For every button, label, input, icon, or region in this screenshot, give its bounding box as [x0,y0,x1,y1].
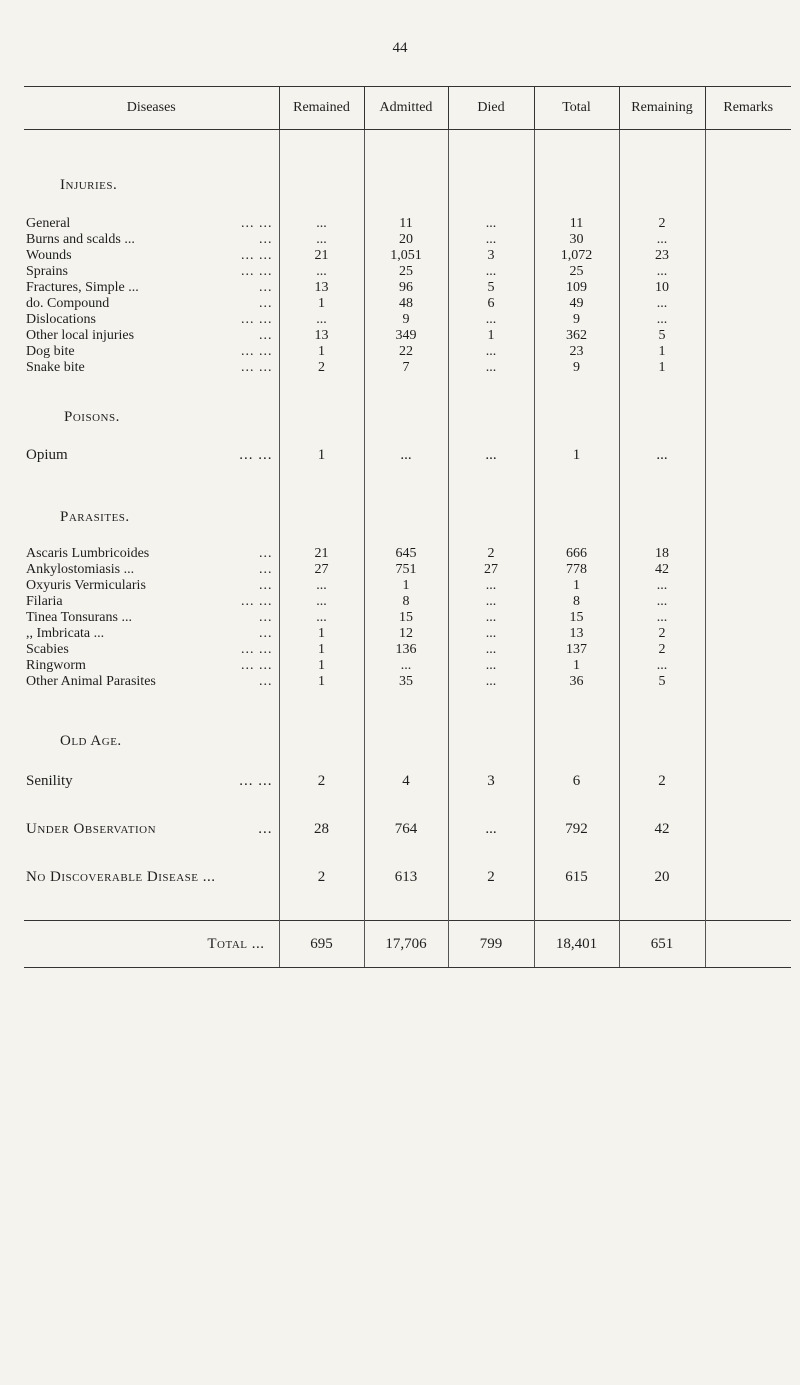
total-cell: 778 [534,562,619,578]
table-row [24,344,791,360]
disease-name-cell [24,312,279,328]
remaining-cell: 2 [619,770,705,792]
remained-cell: 1 [279,344,364,360]
leader-dots: ... [259,674,273,689]
total-cell: 8 [534,594,619,610]
died-cell: ... [448,232,534,248]
col-header-died: Died [448,87,534,130]
remained-cell: ... [279,264,364,280]
remaining-cell: 10 [619,280,705,296]
remarks-cell [705,866,791,888]
total-total-cell: 18,401 [534,921,619,968]
table-row [24,360,791,376]
remained-cell: 13 [279,280,364,296]
admitted-cell: 22 [364,344,448,360]
remained-cell: ... [279,216,364,232]
died-cell: 2 [448,866,534,888]
disease-name-cell [24,658,279,674]
total-label: Total ... [24,921,279,968]
admitted-cell: 12 [364,626,448,642]
section-title-row [24,506,791,528]
total-cell: 362 [534,328,619,344]
disease-name: Other Animal Parasites [26,674,156,689]
remained-cell: 1 [279,642,364,658]
remained-cell: ... [279,312,364,328]
table-row [24,232,791,248]
disease-name-cell [24,642,279,658]
spacer-row [24,528,791,546]
leader-dots: ... ... [241,642,273,657]
admitted-cell: 4 [364,770,448,792]
leader-dots: ... ... [239,447,273,463]
leader-dots: ... ... [239,773,273,789]
total-cell: 666 [534,546,619,562]
disease-name: Oxyuris Vermicularis [26,578,146,593]
table-row [24,312,791,328]
remained-cell: ... [279,232,364,248]
remained-cell: 2 [279,360,364,376]
leader-dots: ... [259,280,273,295]
table-row [24,642,791,658]
remained-cell: 28 [279,818,364,840]
disease-name: Senility [26,773,73,789]
remaining-cell: ... [619,578,705,594]
died-cell: ... [448,312,534,328]
remarks-cell [705,296,791,312]
admitted-cell: 7 [364,360,448,376]
died-cell: ... [448,642,534,658]
disease-name: Ascaris Lumbricoides [26,546,150,561]
leader-dots: ... [258,821,273,837]
col-header-total: Total [534,87,619,130]
admitted-cell: 48 [364,296,448,312]
section-title: Poisons. [64,409,120,425]
remained-cell: 1 [279,658,364,674]
died-cell: 1 [448,328,534,344]
spacer-row [24,196,791,216]
section-title: Injuries. [60,177,118,193]
spacer-row [24,376,791,406]
section-injuries [24,174,791,196]
disease-name: Tinea Tonsurans ... [26,610,132,625]
remarks-cell [705,770,791,792]
remaining-cell: ... [619,658,705,674]
disease-name: Under Observation [26,821,157,837]
disease-name: General [26,216,71,231]
table-row [24,674,791,690]
total-cell: 9 [534,312,619,328]
remarks-cell [705,248,791,264]
leader-dots: ... [259,328,273,343]
remained-cell: 1 [279,674,364,690]
disease-name: Filaria [26,594,63,609]
admitted-cell: ... [364,444,448,466]
total-cell: 1 [534,658,619,674]
disease-name-cell [24,264,279,280]
col-header-admitted: Admitted [364,87,448,130]
remaining-cell: 1 [619,344,705,360]
remarks-cell [705,578,791,594]
remaining-cell: 5 [619,674,705,690]
total-cell: 1,072 [534,248,619,264]
remarks-cell [705,658,791,674]
admitted-cell: 8 [364,594,448,610]
admitted-cell: 136 [364,642,448,658]
total-remaining-cell: 651 [619,921,705,968]
leader-dots: ... ... [241,312,273,327]
remarks-cell [705,280,791,296]
remaining-cell: 42 [619,562,705,578]
total-cell: 25 [534,264,619,280]
leader-dots: ... ... [241,344,273,359]
died-cell: ... [448,674,534,690]
died-cell: ... [448,360,534,376]
disease-name-cell [24,578,279,594]
table-row [24,610,791,626]
died-cell: ... [448,444,534,466]
disease-name-cell [24,546,279,562]
disease-name-cell [24,360,279,376]
remained-cell: 2 [279,770,364,792]
remaining-cell: ... [619,232,705,248]
remaining-cell: 2 [619,626,705,642]
remaining-cell: 5 [619,328,705,344]
remarks-cell [705,216,791,232]
admitted-cell: 15 [364,610,448,626]
admitted-cell: 9 [364,312,448,328]
disease-name-cell [24,866,279,888]
leader-dots: ... [259,562,273,577]
remained-cell: 1 [279,626,364,642]
remained-cell: ... [279,594,364,610]
total-cell: 23 [534,344,619,360]
total-remarks-cell [705,921,791,968]
total-cell: 792 [534,818,619,840]
disease-name-cell [24,296,279,312]
remaining-cell: 18 [619,546,705,562]
remaining-cell: ... [619,312,705,328]
table-row [24,818,791,840]
remaining-cell: 2 [619,642,705,658]
spacer-row [24,888,791,921]
total-cell: 11 [534,216,619,232]
remarks-cell [705,626,791,642]
died-cell: ... [448,658,534,674]
remaining-cell: 2 [619,216,705,232]
disease-name-cell [24,610,279,626]
total-cell: 1 [534,578,619,594]
died-cell: ... [448,344,534,360]
disease-name: Burns and scalds ... [26,232,135,247]
leader-dots: ... [259,232,273,247]
spacer-row [24,752,791,770]
disease-name-cell [24,674,279,690]
admitted-cell: 349 [364,328,448,344]
total-admitted-cell: 17,706 [364,921,448,968]
total-row [24,921,791,968]
table-row [24,280,791,296]
leader-dots: ... ... [241,594,273,609]
total-cell: 13 [534,626,619,642]
admitted-cell: 96 [364,280,448,296]
disease-name: Fractures, Simple ... [26,280,139,295]
table-row [24,770,791,792]
leader-dots: ... ... [241,360,273,375]
leader-dots: ... [259,546,273,561]
spacer-row [24,792,791,818]
total-cell: 615 [534,866,619,888]
disease-name: do. Compound [26,296,110,311]
disease-name: No Discoverable Disease ... [26,869,216,885]
remarks-cell [705,674,791,690]
table-row [24,264,791,280]
remaining-cell: ... [619,610,705,626]
leader-dots: ... ... [241,248,273,263]
section-title-row [24,406,791,428]
total-cell: 9 [534,360,619,376]
col-header-remaining: Remaining [619,87,705,130]
died-cell: ... [448,626,534,642]
spacer-row [24,840,791,866]
remained-cell: 27 [279,562,364,578]
remarks-cell [705,594,791,610]
table-row [24,328,791,344]
remained-cell: 2 [279,866,364,888]
disease-name: Wounds [26,248,72,263]
remarks-cell [705,818,791,840]
table-row [24,658,791,674]
remained-cell: ... [279,578,364,594]
admitted-cell: 20 [364,232,448,248]
remained-cell: 1 [279,296,364,312]
remarks-cell [705,562,791,578]
disease-name-cell [24,280,279,296]
remarks-cell [705,642,791,658]
table-row [24,594,791,610]
admitted-cell: 645 [364,546,448,562]
leader-dots: ... [259,626,273,641]
disease-name-cell [24,770,279,792]
section-title: Old Age. [60,733,122,749]
remarks-cell [705,328,791,344]
table-row [24,626,791,642]
died-cell: 2 [448,546,534,562]
total-cell: 109 [534,280,619,296]
col-header-diseases: Diseases [24,87,279,130]
table-row [24,296,791,312]
remarks-cell [705,344,791,360]
remaining-cell: ... [619,444,705,466]
section-title-row [24,730,791,752]
disease-name: Dog bite [26,344,75,359]
disease-name-cell [24,594,279,610]
died-cell: ... [448,610,534,626]
total-cell: 49 [534,296,619,312]
remained-cell: 21 [279,546,364,562]
table-row [24,248,791,264]
admitted-cell: 751 [364,562,448,578]
died-cell: ... [448,578,534,594]
disease-name-cell [24,818,279,840]
spacer-row [24,690,791,730]
total-cell: 6 [534,770,619,792]
died-cell: ... [448,264,534,280]
spacer-row [24,466,791,506]
remaining-cell: ... [619,296,705,312]
leader-dots: ... [259,296,273,311]
disease-name-cell [24,626,279,642]
admitted-cell: 613 [364,866,448,888]
died-cell: 6 [448,296,534,312]
disease-name: Dislocations [26,312,96,327]
remained-cell: 13 [279,328,364,344]
admitted-cell: 1 [364,578,448,594]
disease-name-cell [24,562,279,578]
remarks-cell [705,610,791,626]
page-number: 44 [392,40,408,56]
remarks-cell [705,444,791,466]
died-cell: ... [448,216,534,232]
total-cell: 15 [534,610,619,626]
remained-cell: ... [279,610,364,626]
remarks-cell [705,264,791,280]
total-cell: 30 [534,232,619,248]
total-cell: 137 [534,642,619,658]
admitted-cell: 1,051 [364,248,448,264]
remained-cell: 1 [279,444,364,466]
admitted-cell: 35 [364,674,448,690]
died-cell: 27 [448,562,534,578]
died-cell: 3 [448,248,534,264]
disease-name-cell [24,328,279,344]
disease-name-cell [24,344,279,360]
disease-name: Sprains [26,264,68,279]
leader-dots: ... ... [241,216,273,231]
remaining-cell: 20 [619,866,705,888]
admitted-cell: 25 [364,264,448,280]
remarks-cell [705,546,791,562]
disease-name: Scabies [26,642,69,657]
disease-name-cell [24,216,279,232]
table-row [24,444,791,466]
disease-name: ,, Imbricata ... [26,626,105,641]
died-cell: 3 [448,770,534,792]
died-cell: ... [448,594,534,610]
total-died-cell: 799 [448,921,534,968]
disease-name-cell [24,232,279,248]
disease-name: Ankylostomiasis ... [26,562,135,577]
remarks-cell [705,312,791,328]
disease-name: Ringworm [26,658,86,673]
remaining-cell: ... [619,264,705,280]
disease-name: Other local injuries [26,328,135,343]
section-title: Parasites. [60,509,130,525]
table-row [24,216,791,232]
died-cell: 5 [448,280,534,296]
header-row [24,87,791,130]
col-header-remained: Remained [279,87,364,130]
remaining-cell: 23 [619,248,705,264]
remaining-cell: 42 [619,818,705,840]
remaining-cell: 1 [619,360,705,376]
disease-name-cell [24,248,279,264]
remaining-cell: ... [619,594,705,610]
disease-name: Snake bite [26,360,85,375]
total-remained-cell: 695 [279,921,364,968]
admitted-cell: 764 [364,818,448,840]
table-row [24,562,791,578]
total-cell: 36 [534,674,619,690]
table-row [24,578,791,594]
disease-name: Opium [26,447,68,463]
table-row [24,866,791,888]
remained-cell: 21 [279,248,364,264]
remarks-cell [705,232,791,248]
leader-dots: ... ... [241,264,273,279]
disease-name-cell [24,444,279,466]
disease-statistics-table [24,86,791,968]
leader-dots: ... [259,578,273,593]
col-header-remarks: Remarks [705,87,791,130]
total-cell: 1 [534,444,619,466]
remarks-cell [705,360,791,376]
admitted-cell: ... [364,658,448,674]
spacer-row [24,428,791,444]
admitted-cell: 11 [364,216,448,232]
died-cell: ... [448,818,534,840]
table-row [24,546,791,562]
leader-dots: ... [259,610,273,625]
spacer-row [24,130,791,175]
leader-dots: ... ... [241,658,273,673]
